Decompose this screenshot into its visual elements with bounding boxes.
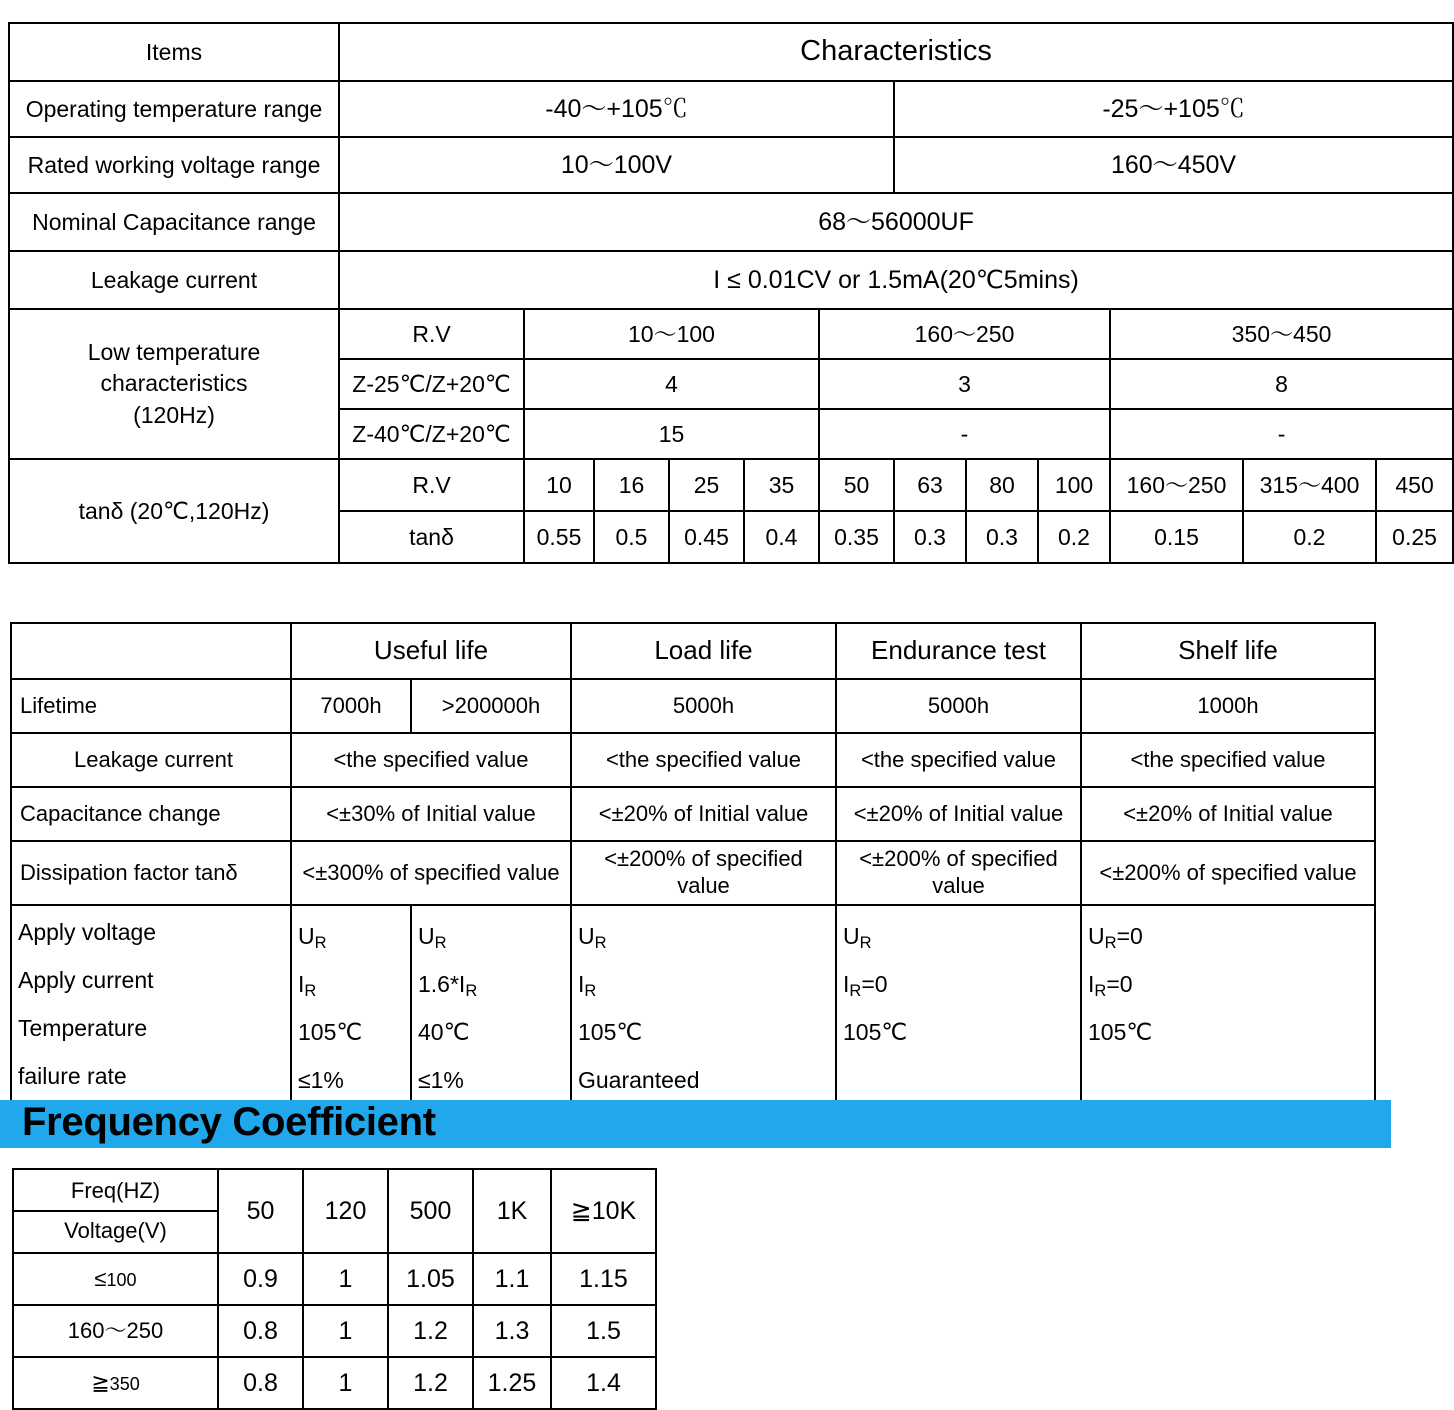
freq-value-1-3: 1.3: [473, 1305, 551, 1357]
freq-value-1-2: 1.2: [388, 1305, 473, 1357]
freq-header-top: Freq(HZ): [14, 1172, 217, 1212]
apply-useful-b-temperature: 40℃: [418, 1019, 470, 1045]
apply-endurance-failure-rate: [843, 1056, 1074, 1104]
table-row: [9, 459, 1453, 511]
table-row: [13, 1305, 656, 1357]
life-row-label-capacitance-change: Capacitance change: [11, 787, 291, 841]
low-temp-z40-value-1: -: [819, 409, 1110, 459]
freq-value-2-2: 1.2: [388, 1357, 473, 1409]
frequency-coefficient-table: [12, 1168, 657, 1410]
apply-cell-useful-b: [411, 905, 571, 1111]
table-row: [13, 1253, 656, 1305]
dissipation-shelf: <±200% of specified value: [1081, 841, 1375, 905]
apply-cell-useful-a: [291, 905, 411, 1111]
apply-endurance-current-sub: R: [849, 981, 862, 1000]
low-temp-label-line1: Low temperature: [87, 339, 261, 366]
freq-value-2-3: 1.25: [473, 1357, 551, 1409]
apply-cell-endurance: [836, 905, 1081, 1111]
table-row: [11, 733, 1375, 787]
apply-cell-shelf: [1081, 905, 1375, 1111]
apply-useful-a-current-sub: R: [304, 981, 317, 1000]
tan-delta-rv-1: 16: [594, 459, 669, 511]
apply-shelf-voltage-sub: R: [1104, 933, 1117, 952]
freq-value-2-1: 1: [303, 1357, 388, 1409]
low-temp-z40-label: Z-40℃/Z+20℃: [339, 409, 524, 459]
low-temp-rv-range-1: 160～250: [819, 309, 1110, 359]
tan-delta-rv-10: 450: [1376, 459, 1453, 511]
freq-category-2: 500: [388, 1169, 473, 1253]
apply-load-current: I: [578, 971, 585, 997]
table-row: [9, 193, 1453, 251]
lifetime-load: 5000h: [571, 679, 836, 733]
life-row-label-lifetime: Lifetime: [11, 679, 291, 733]
apply-load-voltage-sub: R: [594, 933, 607, 952]
leakage-load: <the specified value: [571, 733, 836, 787]
lifetime-useful-a: 7000h: [291, 679, 411, 733]
table-row: [11, 905, 1375, 1111]
table-row: [9, 23, 1453, 81]
low-temp-rv-range-0: 10～100: [524, 309, 819, 359]
apply-cell-load: [571, 905, 836, 1111]
freq-series-label-0: ≤100: [13, 1253, 218, 1305]
tan-delta-value-3: 0.4: [744, 511, 819, 563]
low-temp-z40-value-2: -: [1110, 409, 1453, 459]
freq-category-1: 120: [303, 1169, 388, 1253]
characteristics-table: [8, 22, 1454, 564]
tan-delta-rv-3: 35: [744, 459, 819, 511]
apply-label-temperature: Temperature: [18, 1015, 148, 1041]
apply-useful-a-temperature: 105℃: [298, 1019, 363, 1045]
life-row-label-dissipation-factor: Dissipation factor tanδ: [11, 841, 291, 905]
table-row: [11, 841, 1375, 905]
row-label-nominal-capacitance: Nominal Capacitance range: [9, 193, 339, 251]
apply-endurance-current: I: [843, 971, 850, 997]
apply-load-current-sub: R: [584, 981, 597, 1000]
apply-label-current: Apply current: [18, 967, 154, 993]
apply-endurance-voltage: U: [843, 923, 860, 949]
tan-delta-label-cell: tanδ: [339, 511, 524, 563]
dissipation-load: <±200% of specified value: [571, 841, 836, 905]
cell-operating-temperature-high: -25～+105℃: [894, 81, 1453, 137]
dissipation-useful: <±300% of specified value: [291, 841, 571, 905]
table-row: [9, 251, 1453, 309]
tan-delta-rv-0: 10: [524, 459, 594, 511]
tan-delta-value-6: 0.3: [966, 511, 1038, 563]
apply-useful-a-voltage: U: [298, 923, 315, 949]
apply-shelf-temperature: 105℃: [1088, 1019, 1153, 1045]
frequency-coefficient-banner: [0, 1100, 1391, 1148]
apply-useful-b-current: 1.6*I: [418, 971, 466, 997]
apply-useful-a-failure-rate: ≤1%: [298, 1067, 344, 1093]
tan-delta-rv-2: 25: [669, 459, 744, 511]
row-label-tan-delta: tanδ (20℃,120Hz): [9, 459, 339, 563]
life-row-label-leakage-current: Leakage current: [11, 733, 291, 787]
freq-value-2-4: 1.4: [551, 1357, 656, 1409]
table-row: [9, 309, 1453, 359]
apply-shelf-failure-rate: [1088, 1056, 1368, 1104]
freq-series-label-2: ≧350: [13, 1357, 218, 1409]
apply-label-failure-rate: failure rate: [18, 1063, 127, 1089]
table-row: [13, 1357, 656, 1409]
tan-delta-value-5: 0.3: [894, 511, 966, 563]
frequency-coefficient-title: Frequency Coefficient: [22, 1100, 436, 1144]
table-row: [11, 787, 1375, 841]
freq-category-0: 50: [218, 1169, 303, 1253]
leakage-endurance: <the specified value: [836, 733, 1081, 787]
apply-useful-b-voltage: U: [418, 923, 435, 949]
dissipation-endurance: <±200% of specified value: [836, 841, 1081, 905]
tan-delta-value-2: 0.45: [669, 511, 744, 563]
table-row: [13, 1169, 656, 1253]
freq-value-1-4: 1.5: [551, 1305, 656, 1357]
life-col-shelf-life: Shelf life: [1081, 623, 1375, 679]
freq-value-0-0: 0.9: [218, 1253, 303, 1305]
apply-shelf-voltage: U: [1088, 923, 1105, 949]
apply-useful-b-current-sub: R: [465, 981, 478, 1000]
low-temp-z40-value-0: 15: [524, 409, 819, 459]
lifetime-shelf: 1000h: [1081, 679, 1375, 733]
tan-delta-value-10: 0.25: [1376, 511, 1453, 563]
low-temp-z25-value-1: 3: [819, 359, 1110, 409]
apply-load-failure-rate: Guaranteed: [578, 1067, 700, 1093]
lifetime-endurance: 5000h: [836, 679, 1081, 733]
tan-delta-value-0: 0.55: [524, 511, 594, 563]
low-temp-label-line2: characteristics: [100, 370, 248, 397]
cell-rated-voltage-low: 10～100V: [339, 137, 894, 193]
freq-value-1-0: 0.8: [218, 1305, 303, 1357]
cell-leakage-current: I ≤ 0.01CV or 1.5mA(20℃5mins): [339, 251, 1453, 309]
table-row: [9, 137, 1453, 193]
apply-shelf-current-sub: R: [1094, 981, 1107, 1000]
tan-delta-value-1: 0.5: [594, 511, 669, 563]
tan-delta-rv-8: 160～250: [1110, 459, 1243, 511]
leakage-shelf: <the specified value: [1081, 733, 1375, 787]
cell-operating-temperature-low: -40～+105℃: [339, 81, 894, 137]
tan-delta-value-8: 0.15: [1110, 511, 1243, 563]
freq-value-0-3: 1.1: [473, 1253, 551, 1305]
life-test-table: [10, 622, 1376, 1112]
apply-label-voltage: Apply voltage: [18, 919, 157, 945]
low-temp-z25-label: Z-25℃/Z+20℃: [339, 359, 524, 409]
tan-delta-rv-5: 63: [894, 459, 966, 511]
freq-category-4: ≧10K: [551, 1169, 656, 1253]
apply-shelf-current-suffix: =0: [1106, 971, 1133, 997]
apply-endurance-temperature: 105℃: [843, 1019, 908, 1045]
apply-useful-a-current: I: [298, 971, 305, 997]
low-temp-z25-value-2: 8: [1110, 359, 1453, 409]
lifetime-useful-b: >200000h: [411, 679, 571, 733]
tan-delta-rv-4: 50: [819, 459, 894, 511]
low-temp-rv-label: R.V: [339, 309, 524, 359]
apply-load-temperature: 105℃: [578, 1019, 643, 1045]
tan-delta-rv-9: 315～400: [1243, 459, 1376, 511]
low-temp-z25-value-0: 4: [524, 359, 819, 409]
tan-delta-rv-7: 100: [1038, 459, 1110, 511]
apply-block-labels: [11, 905, 291, 1111]
freq-series-label-1: 160～250: [13, 1305, 218, 1357]
freq-header-bottom: Voltage(V): [64, 1218, 167, 1243]
cell-nominal-capacitance: 68～56000UF: [339, 193, 1453, 251]
table-row: [11, 623, 1375, 679]
table-row: [9, 81, 1453, 137]
apply-useful-b-failure-rate: ≤1%: [418, 1067, 464, 1093]
capchange-endurance: <±20% of Initial value: [836, 787, 1081, 841]
apply-shelf-current: I: [1088, 971, 1095, 997]
leakage-useful: <the specified value: [291, 733, 571, 787]
life-col-load-life: Load life: [571, 623, 836, 679]
apply-useful-b-voltage-sub: R: [434, 933, 447, 952]
capchange-useful: <±30% of Initial value: [291, 787, 571, 841]
tan-delta-rv-label: R.V: [339, 459, 524, 511]
tan-delta-value-7: 0.2: [1038, 511, 1110, 563]
freq-category-3: 1K: [473, 1169, 551, 1253]
life-corner-cell: [11, 623, 291, 679]
freq-value-1-1: 1: [303, 1305, 388, 1357]
apply-shelf-voltage-suffix: =0: [1116, 923, 1143, 949]
row-label-leakage-current: Leakage current: [9, 251, 339, 309]
row-label-low-temperature: [9, 309, 339, 459]
freq-value-0-4: 1.15: [551, 1253, 656, 1305]
life-col-endurance-test: Endurance test: [836, 623, 1081, 679]
row-label-operating-temperature: Operating temperature range: [9, 81, 339, 137]
header-characteristics: Characteristics: [339, 23, 1453, 81]
apply-load-voltage: U: [578, 923, 595, 949]
header-items: Items: [9, 23, 339, 81]
freq-header-split-cell: [13, 1169, 218, 1253]
apply-endurance-current-suffix: =0: [861, 971, 888, 997]
apply-endurance-voltage-sub: R: [859, 933, 872, 952]
freq-value-2-0: 0.8: [218, 1357, 303, 1409]
row-label-rated-voltage: Rated working voltage range: [9, 137, 339, 193]
capchange-load: <±20% of Initial value: [571, 787, 836, 841]
life-col-useful-life: Useful life: [291, 623, 571, 679]
table-row: [11, 679, 1375, 733]
capchange-shelf: <±20% of Initial value: [1081, 787, 1375, 841]
tan-delta-value-4: 0.35: [819, 511, 894, 563]
tan-delta-value-9: 0.2: [1243, 511, 1376, 563]
freq-value-0-1: 1: [303, 1253, 388, 1305]
low-temp-rv-range-2: 350～450: [1110, 309, 1453, 359]
freq-value-0-2: 1.05: [388, 1253, 473, 1305]
tan-delta-rv-6: 80: [966, 459, 1038, 511]
apply-useful-a-voltage-sub: R: [314, 933, 327, 952]
low-temp-label-line3: (120Hz): [133, 401, 215, 428]
cell-rated-voltage-high: 160～450V: [894, 137, 1453, 193]
